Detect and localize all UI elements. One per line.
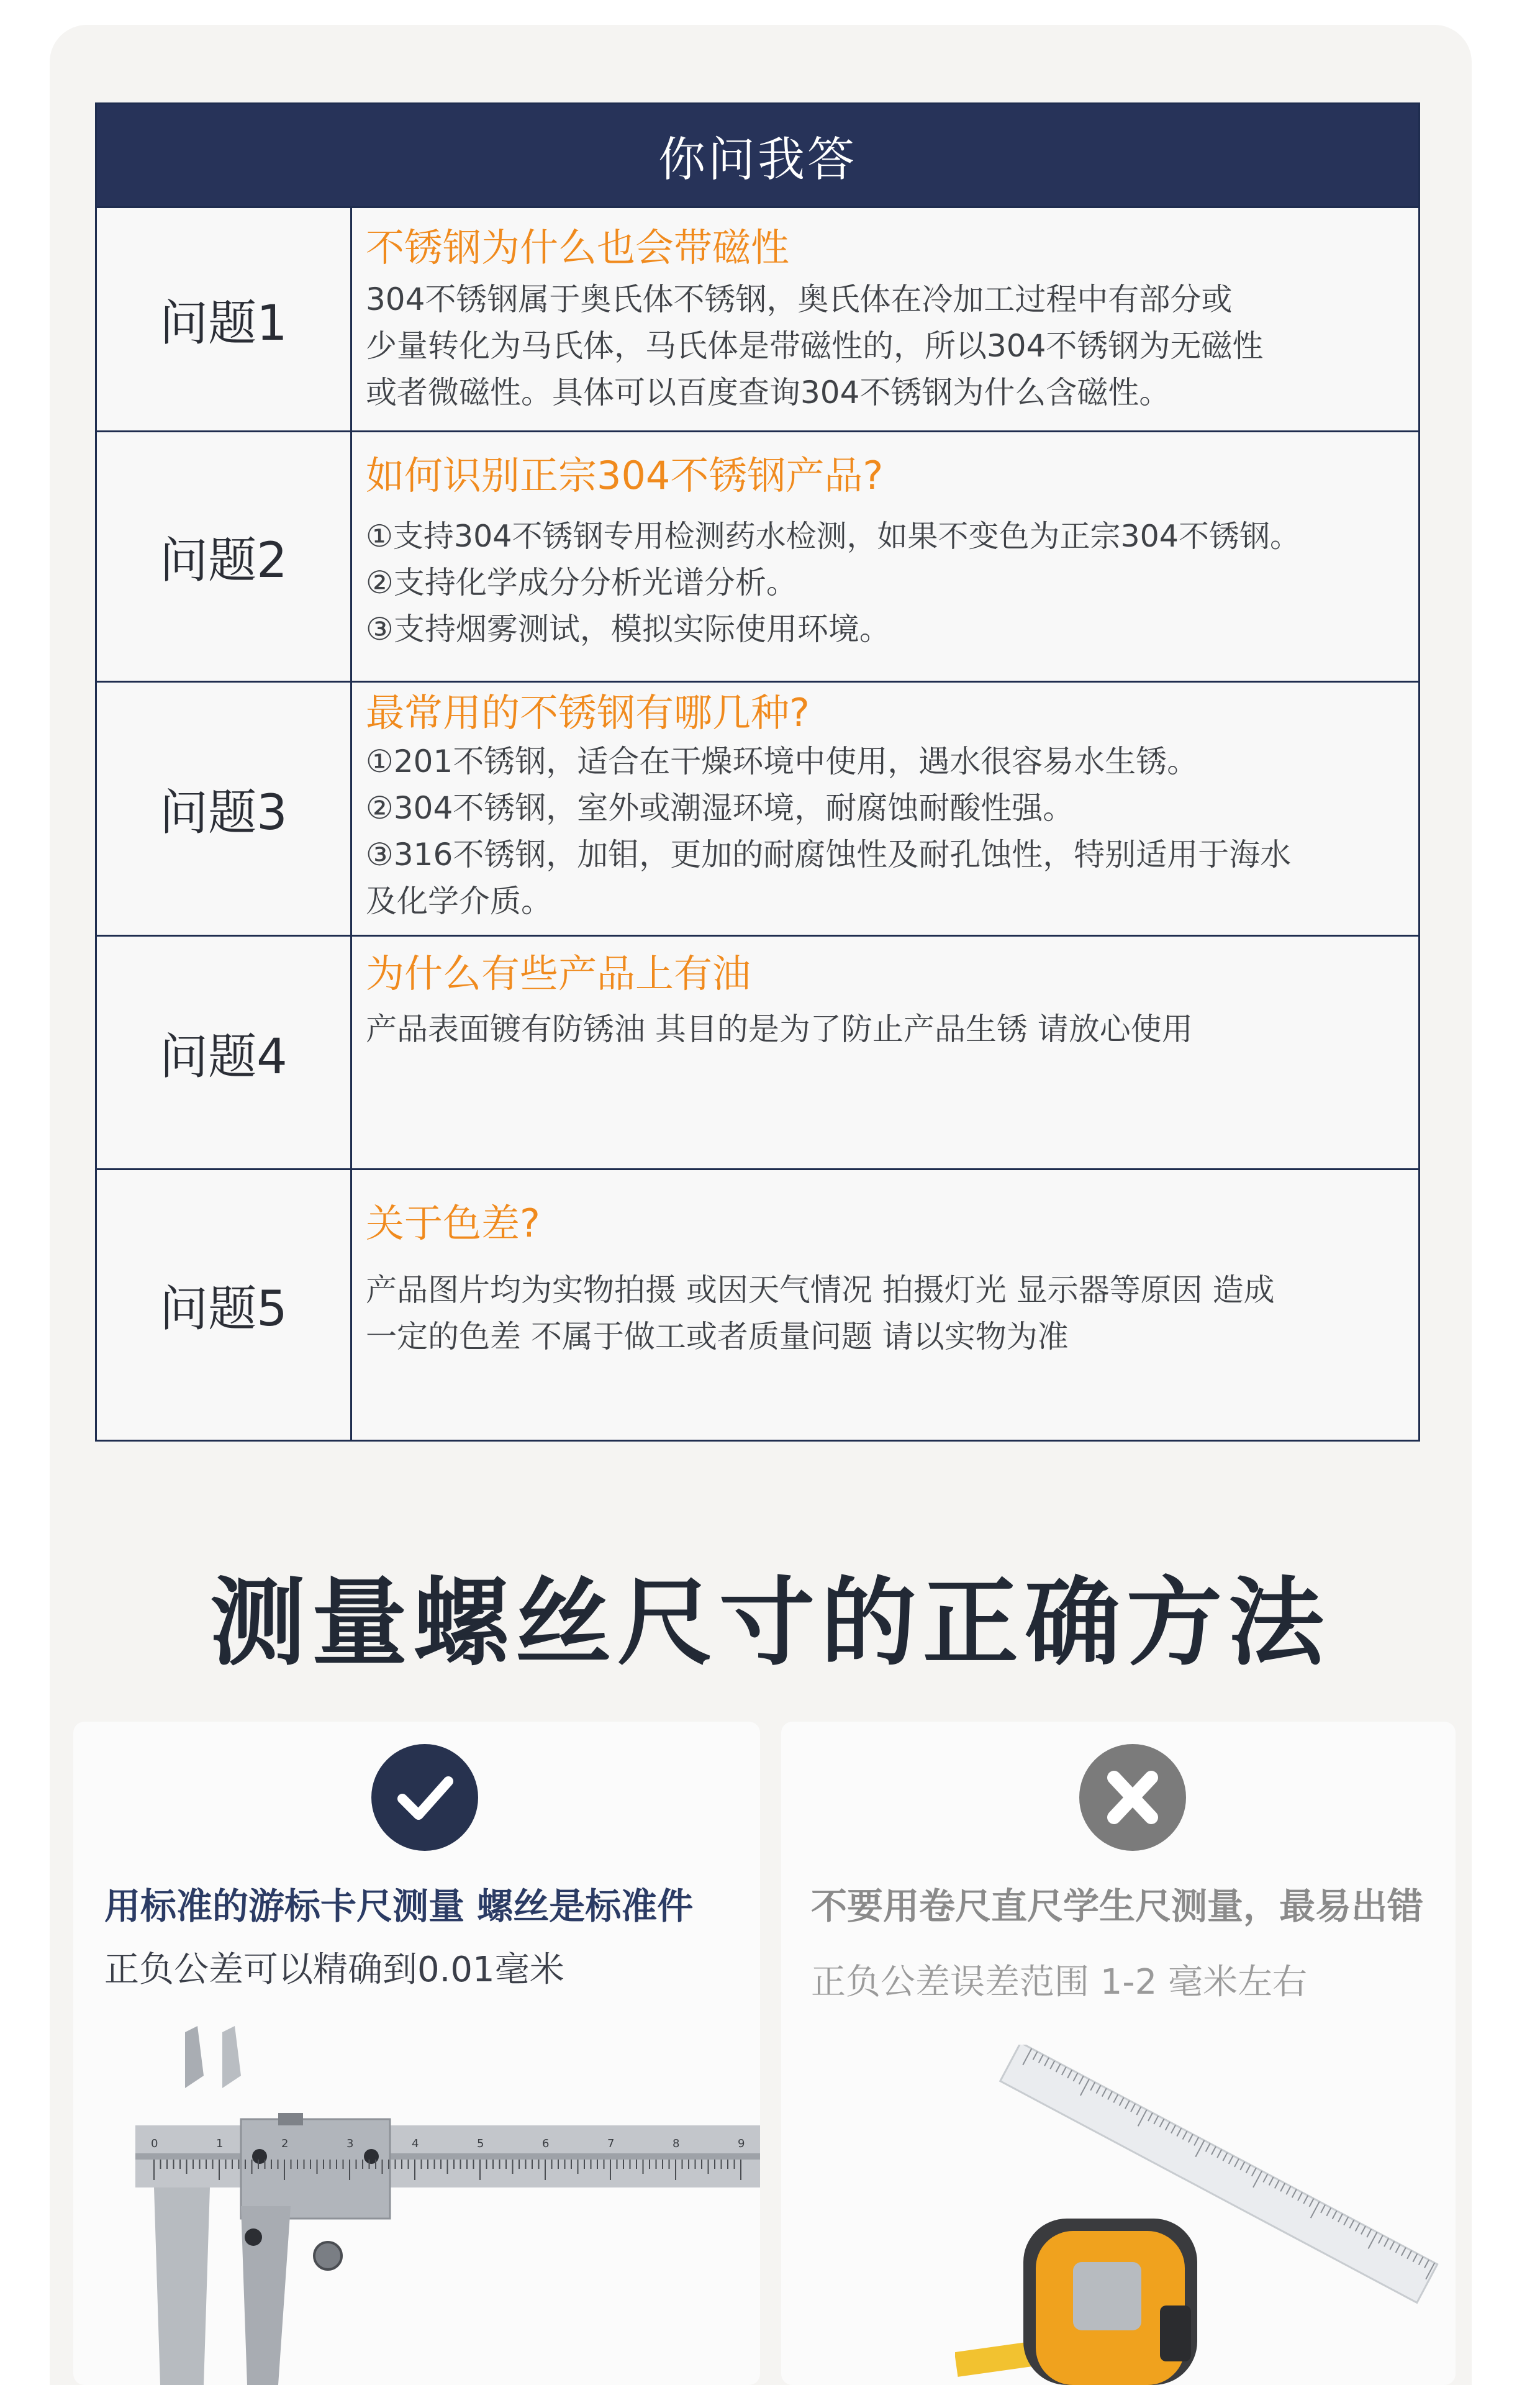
wrong-method-subtitle: 正负公差误差范围 1-2 毫米左右 bbox=[811, 1962, 1308, 2002]
answer-line: ①支持304不锈钢专用检测药水检测，如果不变色为正宗304不锈钢。 bbox=[366, 519, 1300, 554]
faq-question-label: 问题5 bbox=[97, 1170, 352, 1440]
wrong-method-panel bbox=[781, 1722, 1456, 2385]
answer-line: 产品表面镀有防锈油 其目的是为了防止产品生锈 请放心使用 bbox=[366, 1011, 1193, 1047]
wrong-method-title: 不要用卷尺直尺学生尺测量，最易出错 bbox=[811, 1885, 1424, 1927]
correct-method-title: 用标准的游标卡尺测量 螺丝是标准件 bbox=[104, 1885, 694, 1927]
answer-line: ①201不锈钢，适合在干燥环境中使用，遇水很容易水生锈。 bbox=[366, 743, 1198, 779]
faq-answer-text bbox=[366, 1267, 1402, 1360]
tape-measure-icon bbox=[955, 2194, 1278, 2385]
answer-line: ②304不锈钢，室外或潮湿环境，耐腐蚀耐酸性强。 bbox=[366, 790, 1074, 826]
faq-row bbox=[97, 430, 1418, 681]
faq-question-label: 问题1 bbox=[97, 208, 352, 430]
correct-method-subtitle: 正负公差可以精确到0.01毫米 bbox=[104, 1950, 564, 1990]
vernier-caliper-icon bbox=[135, 2020, 760, 2385]
caliper-scale-label: 8 bbox=[673, 2137, 680, 2150]
answer-line: 产品图片均为实物拍摄 或因天气情况 拍摄灯光 显示器等原因 造成 bbox=[366, 1272, 1275, 1308]
faq-answer-text bbox=[366, 513, 1402, 653]
faq-answer bbox=[352, 208, 1418, 430]
faq-answer-text bbox=[366, 276, 1402, 416]
cross-circle-icon bbox=[1079, 1744, 1186, 1851]
faq-question-label: 问题4 bbox=[97, 937, 352, 1168]
caliper-scale-label: 4 bbox=[412, 2137, 419, 2150]
answer-line: 一定的色差 不属于做工或者质量问题 请以实物为准 bbox=[366, 1319, 1069, 1355]
faq-answer-text bbox=[366, 738, 1402, 925]
faq-answer bbox=[352, 1170, 1418, 1440]
correct-method-panel bbox=[73, 1722, 760, 2385]
faq-answer-text bbox=[366, 1006, 1402, 1053]
caliper-scale-label: 0 bbox=[151, 2137, 158, 2150]
faq-question-title: 不锈钢为什么也会带磁性 bbox=[366, 225, 790, 270]
faq-table bbox=[95, 102, 1420, 1442]
faq-question-label: 问题2 bbox=[97, 432, 352, 681]
caliper-scale-label: 6 bbox=[542, 2137, 550, 2150]
answer-line: 或者微磁性。具体可以百度查询304不锈钢为什么含磁性。 bbox=[366, 375, 1171, 411]
faq-answer bbox=[352, 937, 1418, 1168]
answer-line: ③支持烟雾测试，模拟实际使用环境。 bbox=[366, 611, 890, 647]
caliper-scale-label: 3 bbox=[346, 2137, 354, 2150]
faq-row bbox=[97, 206, 1418, 430]
check-circle-icon bbox=[371, 1744, 478, 1851]
faq-row bbox=[97, 681, 1418, 935]
faq-header: 你问我答 bbox=[97, 104, 1418, 206]
faq-answer bbox=[352, 683, 1418, 935]
faq-row bbox=[97, 1168, 1418, 1440]
faq-question-title: 为什么有些产品上有油 bbox=[366, 951, 751, 996]
caliper-scale-label: 5 bbox=[477, 2137, 484, 2150]
answer-line: 及化学介质。 bbox=[366, 883, 552, 919]
faq-answer bbox=[352, 432, 1418, 681]
faq-question-label: 问题3 bbox=[97, 683, 352, 935]
answer-line: ②支持化学成分分析光谱分析。 bbox=[366, 565, 797, 601]
caliper-scale-label: 1 bbox=[216, 2137, 224, 2150]
caliper-scale-label: 7 bbox=[607, 2137, 615, 2150]
caliper-scale-label: 9 bbox=[738, 2137, 745, 2150]
answer-line: 少量转化为马氏体，马氏体是带磁性的，所以304不锈钢为无磁性 bbox=[366, 328, 1264, 364]
answer-line: 304不锈钢属于奥氏体不锈钢，奥氏体在冷加工过程中有部分或 bbox=[366, 281, 1233, 317]
faq-question-title: 关于色差? bbox=[366, 1201, 540, 1246]
faq-row bbox=[97, 935, 1418, 1168]
section-title: 测量螺丝尺寸的正确方法 bbox=[209, 1568, 1330, 1679]
faq-question-title: 最常用的不锈钢有哪几种? bbox=[366, 690, 810, 735]
caliper-scale-label: 2 bbox=[281, 2137, 289, 2150]
answer-line: ③316不锈钢，加钼，更加的耐腐蚀性及耐孔蚀性，特别适用于海水 bbox=[366, 837, 1292, 873]
faq-question-title: 如何识别正宗304不锈钢产品? bbox=[366, 453, 884, 498]
